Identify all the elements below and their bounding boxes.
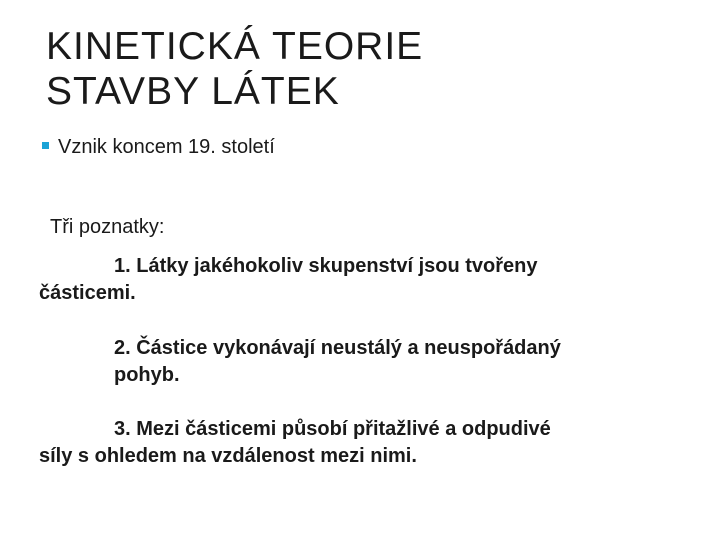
square-bullet-icon bbox=[42, 142, 49, 149]
point-3-line-2: síly s ohledem na vzdálenost mezi nimi. bbox=[39, 445, 417, 467]
bullet-text: Vznik koncem 19. století bbox=[58, 136, 275, 158]
intro-text: Tři poznatky: bbox=[50, 216, 165, 238]
slide-title bbox=[46, 24, 686, 114]
bullet-item bbox=[42, 134, 275, 160]
point-3-line-1: 3. Mezi částicemi působí přitažlivé a odpudivé bbox=[114, 418, 551, 440]
point-2-line-1: 2. Částice vykonávají neustálý a neuspořádaný bbox=[114, 337, 561, 359]
point-2-line-2: pohyb. bbox=[114, 364, 180, 386]
point-1-line-2: částicemi. bbox=[39, 282, 136, 304]
point-1-line-1: 1. Látky jakéhokoliv skupenství jsou tvořeny bbox=[114, 255, 538, 277]
slide-title-line-1: KINETICKÁ TEORIE bbox=[46, 25, 424, 68]
slide-title-line-2: STAVBY LÁTEK bbox=[46, 70, 340, 113]
